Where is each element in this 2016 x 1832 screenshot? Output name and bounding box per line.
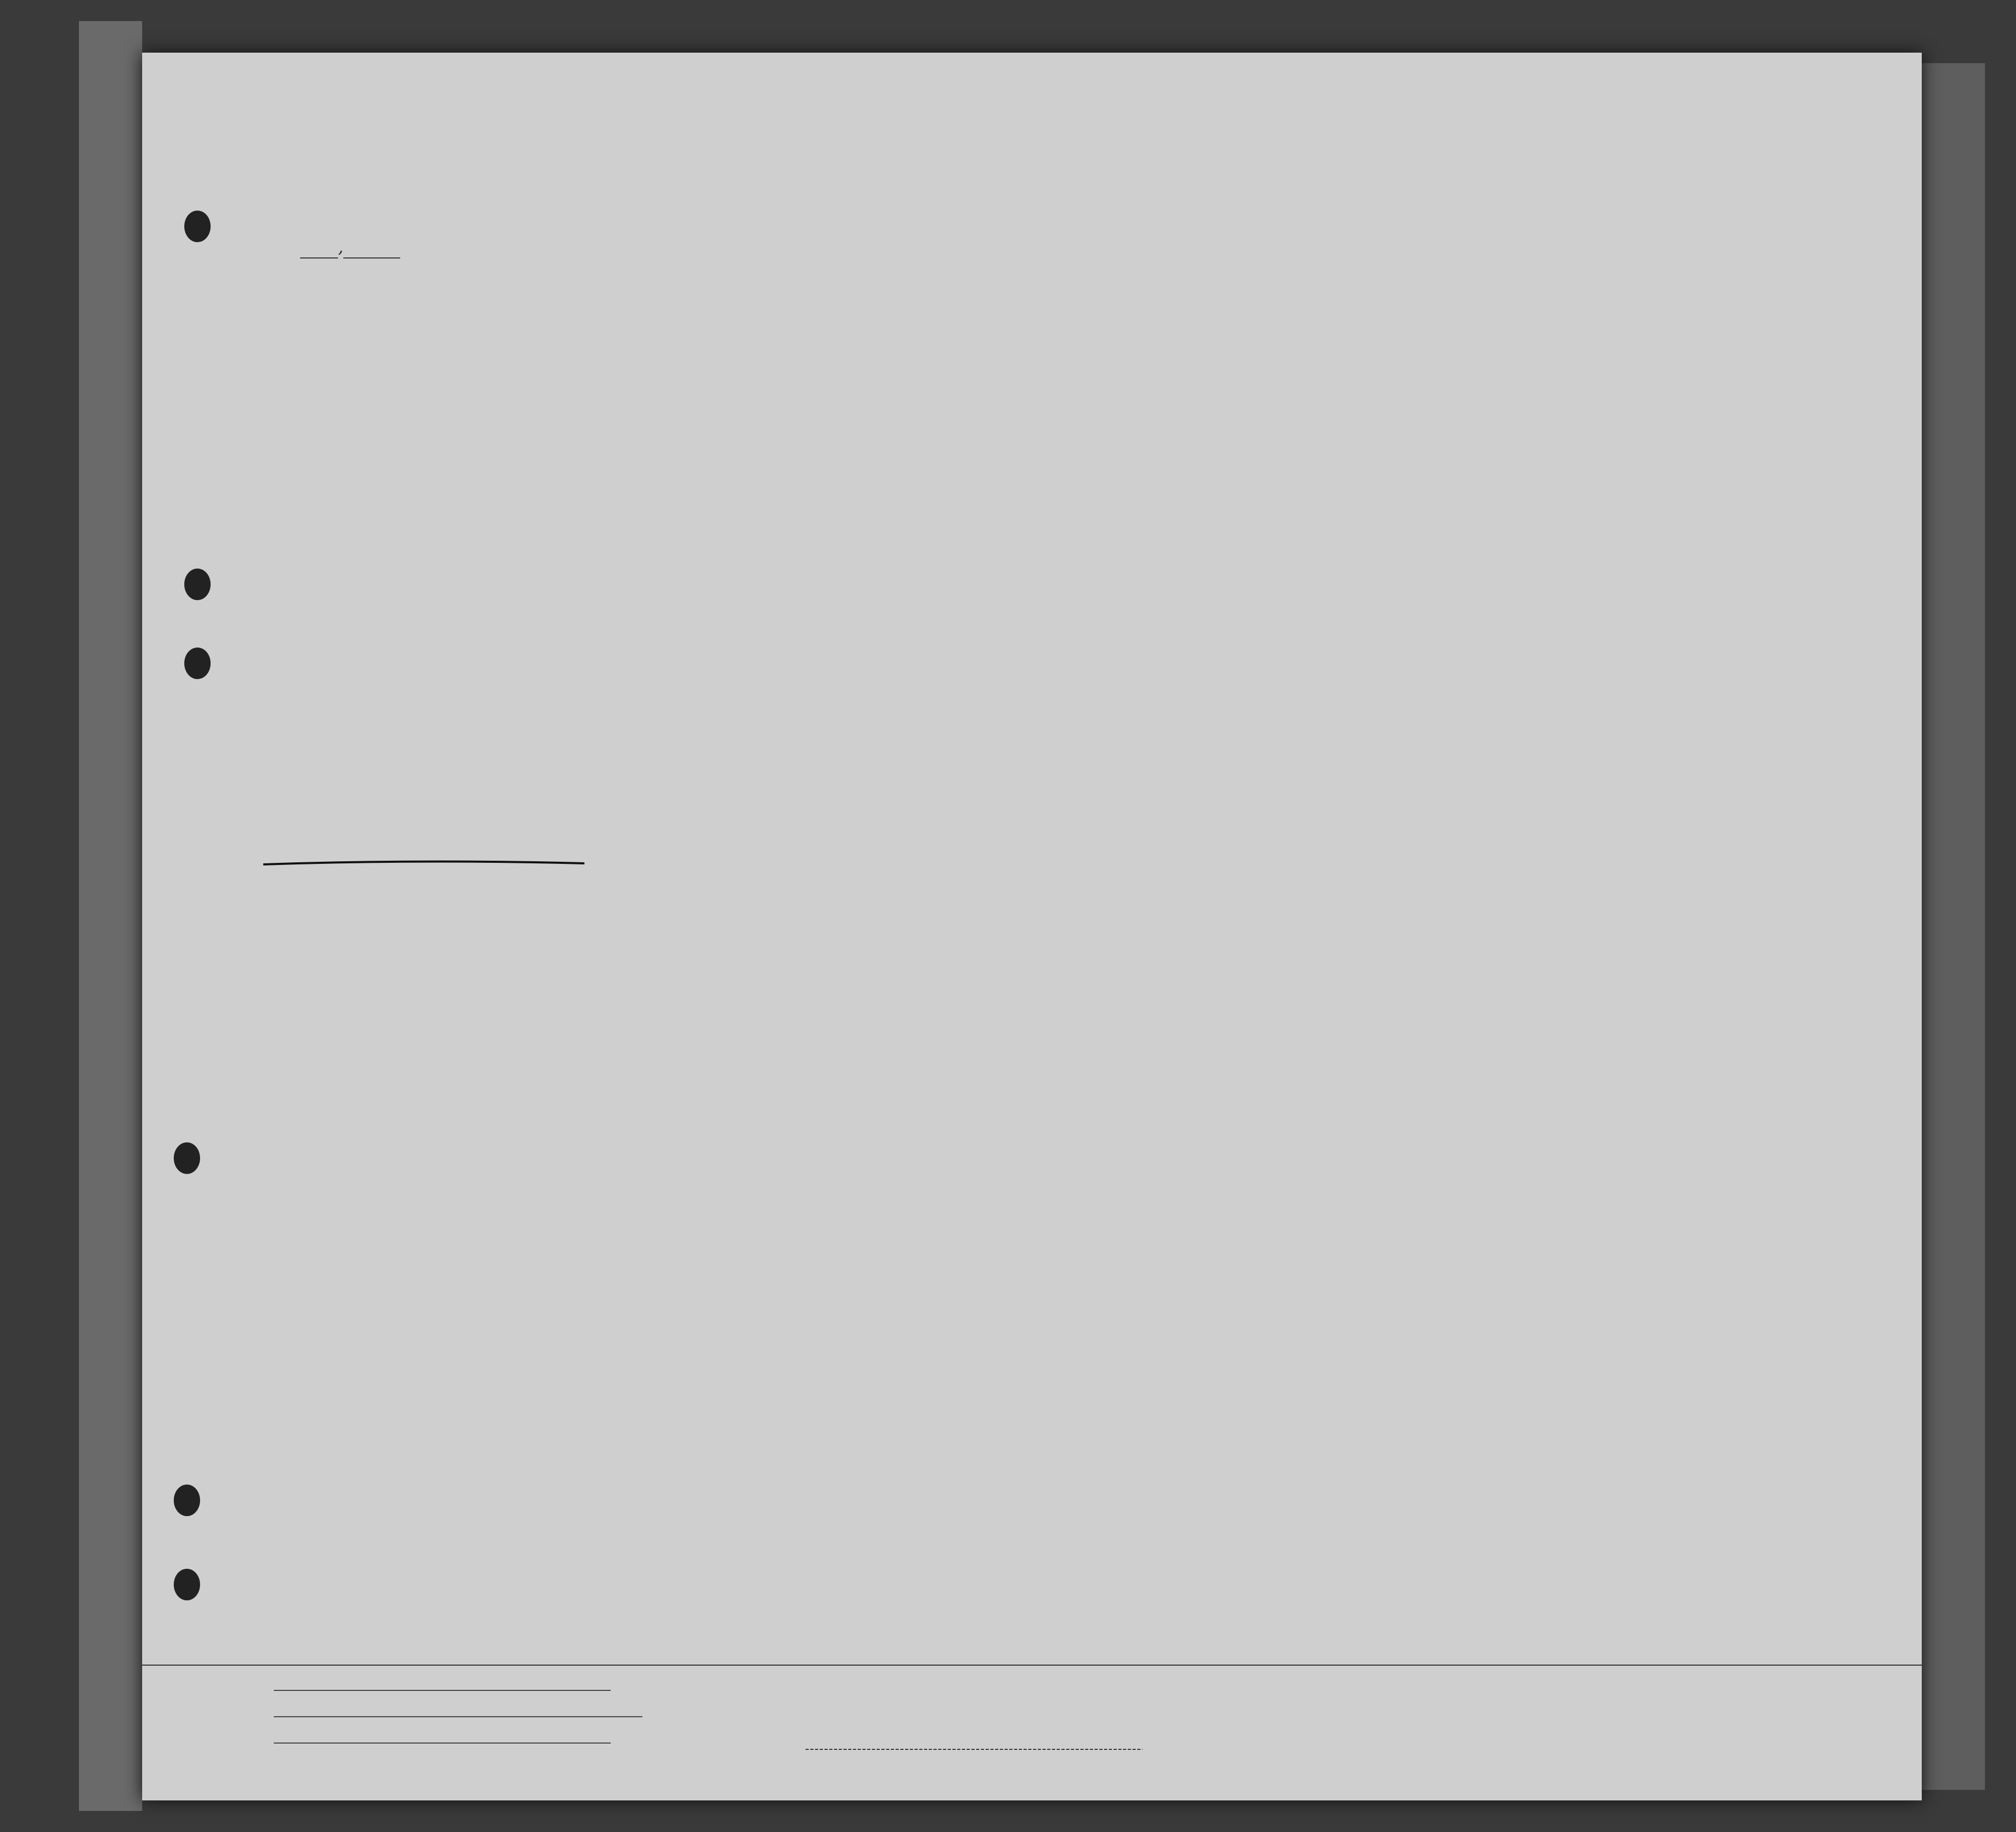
inspector-line bbox=[806, 1748, 1143, 1751]
table-grid bbox=[142, 53, 1922, 1800]
binder-edge-left bbox=[79, 21, 142, 1811]
vessel-line: , bbox=[300, 237, 1869, 257]
manifest-sheet bbox=[142, 53, 1922, 1800]
strike-line bbox=[263, 858, 590, 869]
binder-edge-right bbox=[1922, 63, 1985, 1790]
footer-rule bbox=[142, 1664, 1922, 1667]
agents-value bbox=[274, 1743, 611, 1744]
line-value bbox=[274, 1690, 611, 1691]
owners-value bbox=[274, 1716, 642, 1717]
